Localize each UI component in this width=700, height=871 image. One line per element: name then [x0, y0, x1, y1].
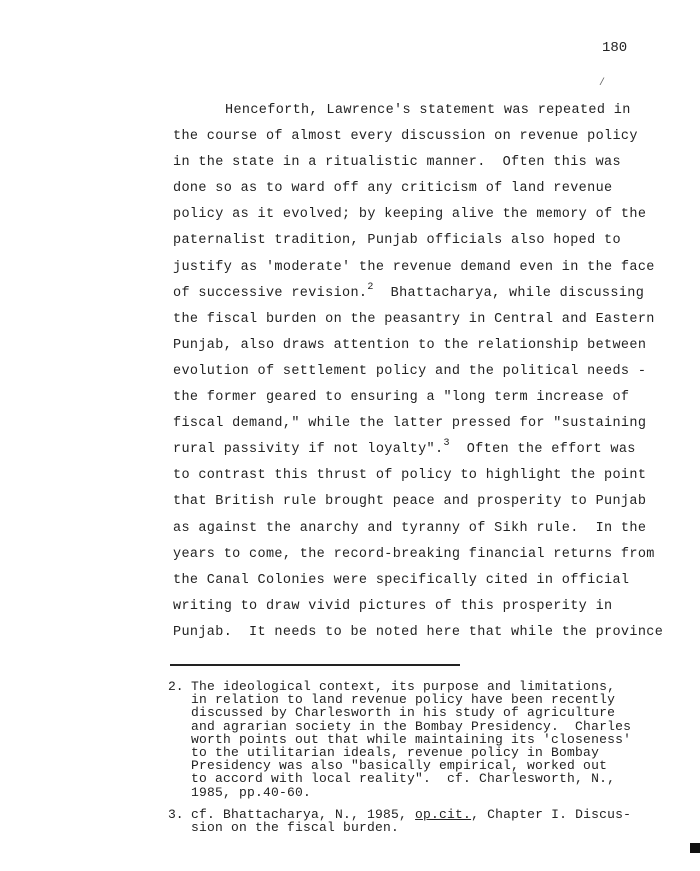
text-segment: Often the effort was — [449, 442, 636, 458]
footnote-line — [191, 808, 698, 821]
footnote-line: to the utilitarian ideals, revenue policy in Bombay — [191, 744, 600, 760]
footnote-line: The ideological context, its purpose and limitations, — [191, 679, 616, 694]
footnote-line: worth points out that while maintaining its 'closeness' — [191, 731, 632, 747]
footnote-divider — [170, 664, 460, 666]
text-line: paternalist tradition, Punjab officials also hoped to — [173, 233, 621, 249]
text-line: writing to draw vivid pictures of this prosperity in — [173, 598, 613, 614]
text-segment: cf. Bhattacharya, N., 1985, — [191, 806, 416, 822]
text-line: evolution of settlement policy and the political needs - — [173, 363, 647, 379]
footnote-number: 3. — [168, 806, 184, 822]
text-line: justify as 'moderate' the revenue demand even in the face — [173, 259, 655, 275]
page-number: 180 — [602, 40, 628, 56]
op-cit-underlined: op.cit. — [415, 806, 472, 822]
footnote-line: 1985, pp.40-60. — [191, 784, 312, 800]
text-line: Henceforth, Lawrence's statement was repeated in — [225, 103, 631, 118]
text-line: the former geared to ensuring a "long term increase of — [173, 390, 630, 406]
footnote-line: Presidency was also "basically empirical, worked out — [191, 758, 608, 774]
text-line: that British rule brought peace and prosperity to Punjab — [173, 494, 647, 510]
stray-mark: / — [599, 78, 606, 89]
scan-marker-square — [690, 843, 700, 853]
footnote-line: to accord with local reality". cf. Charlesworth, N., — [191, 771, 616, 787]
text-line: as against the anarchy and tyranny of Sikh rule. In the — [173, 520, 647, 536]
text-line: to contrast this thrust of policy to highlight the point — [173, 468, 647, 484]
footnote-ref-2[interactable]: 2 — [367, 281, 374, 293]
footnote-ref-3[interactable]: 3 — [443, 438, 450, 450]
text-line: Punjab. It needs to be noted here that while the province — [173, 624, 664, 640]
footnote-line: in relation to land revenue policy have been recently — [191, 692, 616, 708]
text-line: done so as to ward off any criticism of land revenue — [173, 181, 613, 197]
text-line: in the state in a ritualistic manner. Often this was — [173, 155, 621, 171]
text-line — [173, 281, 693, 307]
text-line: the course of almost every discussion on revenue policy — [173, 129, 638, 145]
footnote-line: and agrarian society in the Bombay Presidency. Charles — [191, 718, 632, 734]
text-segment: Bhattacharya, while discussing — [373, 285, 645, 301]
footnotes — [168, 680, 698, 843]
text-line: policy as it evolved; by keeping alive the memory of the — [173, 207, 647, 223]
footnote-number: 2. — [168, 679, 184, 694]
text-line: years to come, the record-breaking financial returns from — [173, 546, 655, 562]
text-line — [173, 437, 693, 463]
body-text — [173, 98, 693, 646]
footnote-line: discussed by Charlesworth in his study of agriculture — [191, 705, 616, 721]
text-segment: of successive revision. — [173, 285, 368, 301]
footnote-2 — [168, 680, 698, 799]
text-segment: rural passivity if not loyalty". — [173, 442, 444, 458]
text-line: fiscal demand," while the latter pressed for "sustaining — [173, 416, 647, 432]
text-line: the Canal Colonies were specifically cited in official — [173, 572, 630, 588]
text-segment: , Chapter I. Discus- — [471, 806, 632, 822]
text-line: Punjab, also draws attention to the relationship between — [173, 337, 647, 353]
text-line: the fiscal burden on the peasantry in Central and Eastern — [173, 311, 655, 327]
footnote-line: sion on the fiscal burden. — [191, 819, 400, 835]
footnote-3 — [168, 808, 698, 834]
